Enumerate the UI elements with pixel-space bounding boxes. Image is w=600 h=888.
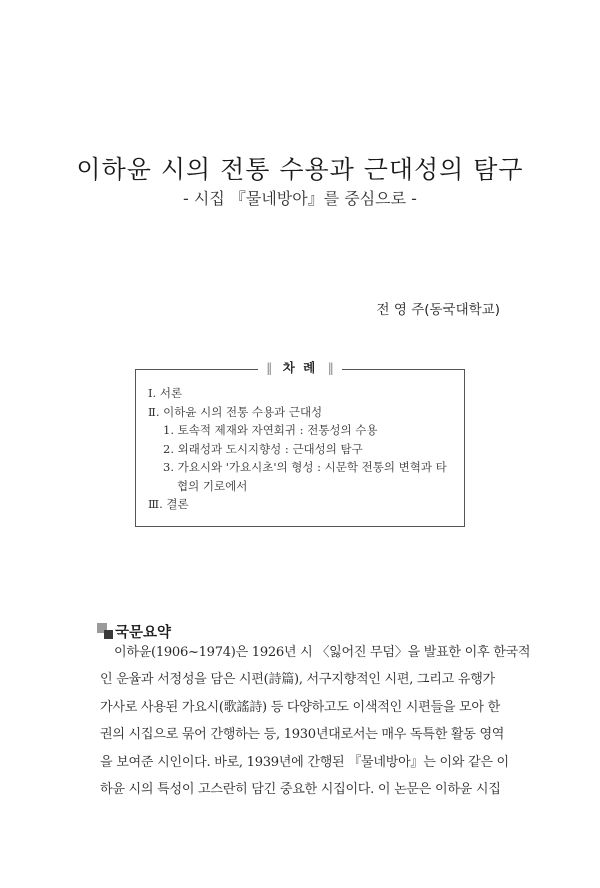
abstract-line: 하윤 시의 특성이 고스란히 담긴 중요한 시집이다. 이 논문은 이하윤 시집: [100, 782, 501, 798]
abstract-line: 인 운율과 서정성을 담은 시편(詩篇), 서구지향적인 시편, 그리고 유행가: [100, 672, 495, 688]
abstract-heading-label: 국문요약: [115, 625, 172, 641]
toc-item: 1. 토속적 제재와 자연회귀 : 전통성의 수용: [163, 423, 378, 437]
toc-item-continuation: 협의 기로에서: [177, 478, 248, 493]
toc-list: [148, 384, 458, 514]
toc-item: Ⅱ. 이하윤 시의 전통 수용과 근대성: [148, 404, 323, 419]
toc-bar-right: ‖: [327, 360, 334, 375]
toc-item: 2. 외래성과 도시지향성 : 근대성의 탐구: [163, 441, 363, 456]
abstract-line: 가사로 사용된 가요시(歌謠詩) 등 다양하고도 이색적인 시편들을 모아 한: [100, 699, 500, 715]
paper-title: 이하윤 시의 전통 수용과 근대성의 탐구: [76, 155, 524, 184]
toc-item: Ⅲ. 결론: [148, 497, 189, 511]
toc-bar-left: ‖: [266, 360, 273, 375]
paper-subtitle: - 시집 『물네방아』를 중심으로 -: [183, 189, 417, 208]
toc-heading: [0, 357, 600, 376]
toc-label: 차 례: [279, 360, 322, 375]
abstract-body: [100, 639, 531, 803]
abstract-line: 권의 시집으로 묶어 간행하는 등, 1930년대로서는 매우 독특한 활동 영역: [100, 727, 505, 743]
abstract-line: 을 보여준 시인이다. 바로, 1939년에 간행된 『물네방아』는 이와 같은 이: [100, 754, 509, 770]
square-bullet-icon: [97, 623, 113, 639]
abstract-line: 이하윤(1906~1974)은 1926년 시 〈잃어진 무덤〉을 발표한 이후 한국적: [114, 645, 531, 660]
toc-item: 3. 가요시와 '가요시초'의 형성 : 시문학 전통의 변혁과 타: [163, 460, 447, 474]
author-affiliation: 전 영 주(동국대학교): [376, 302, 500, 318]
toc-item: Ⅰ. 서론: [148, 386, 183, 400]
